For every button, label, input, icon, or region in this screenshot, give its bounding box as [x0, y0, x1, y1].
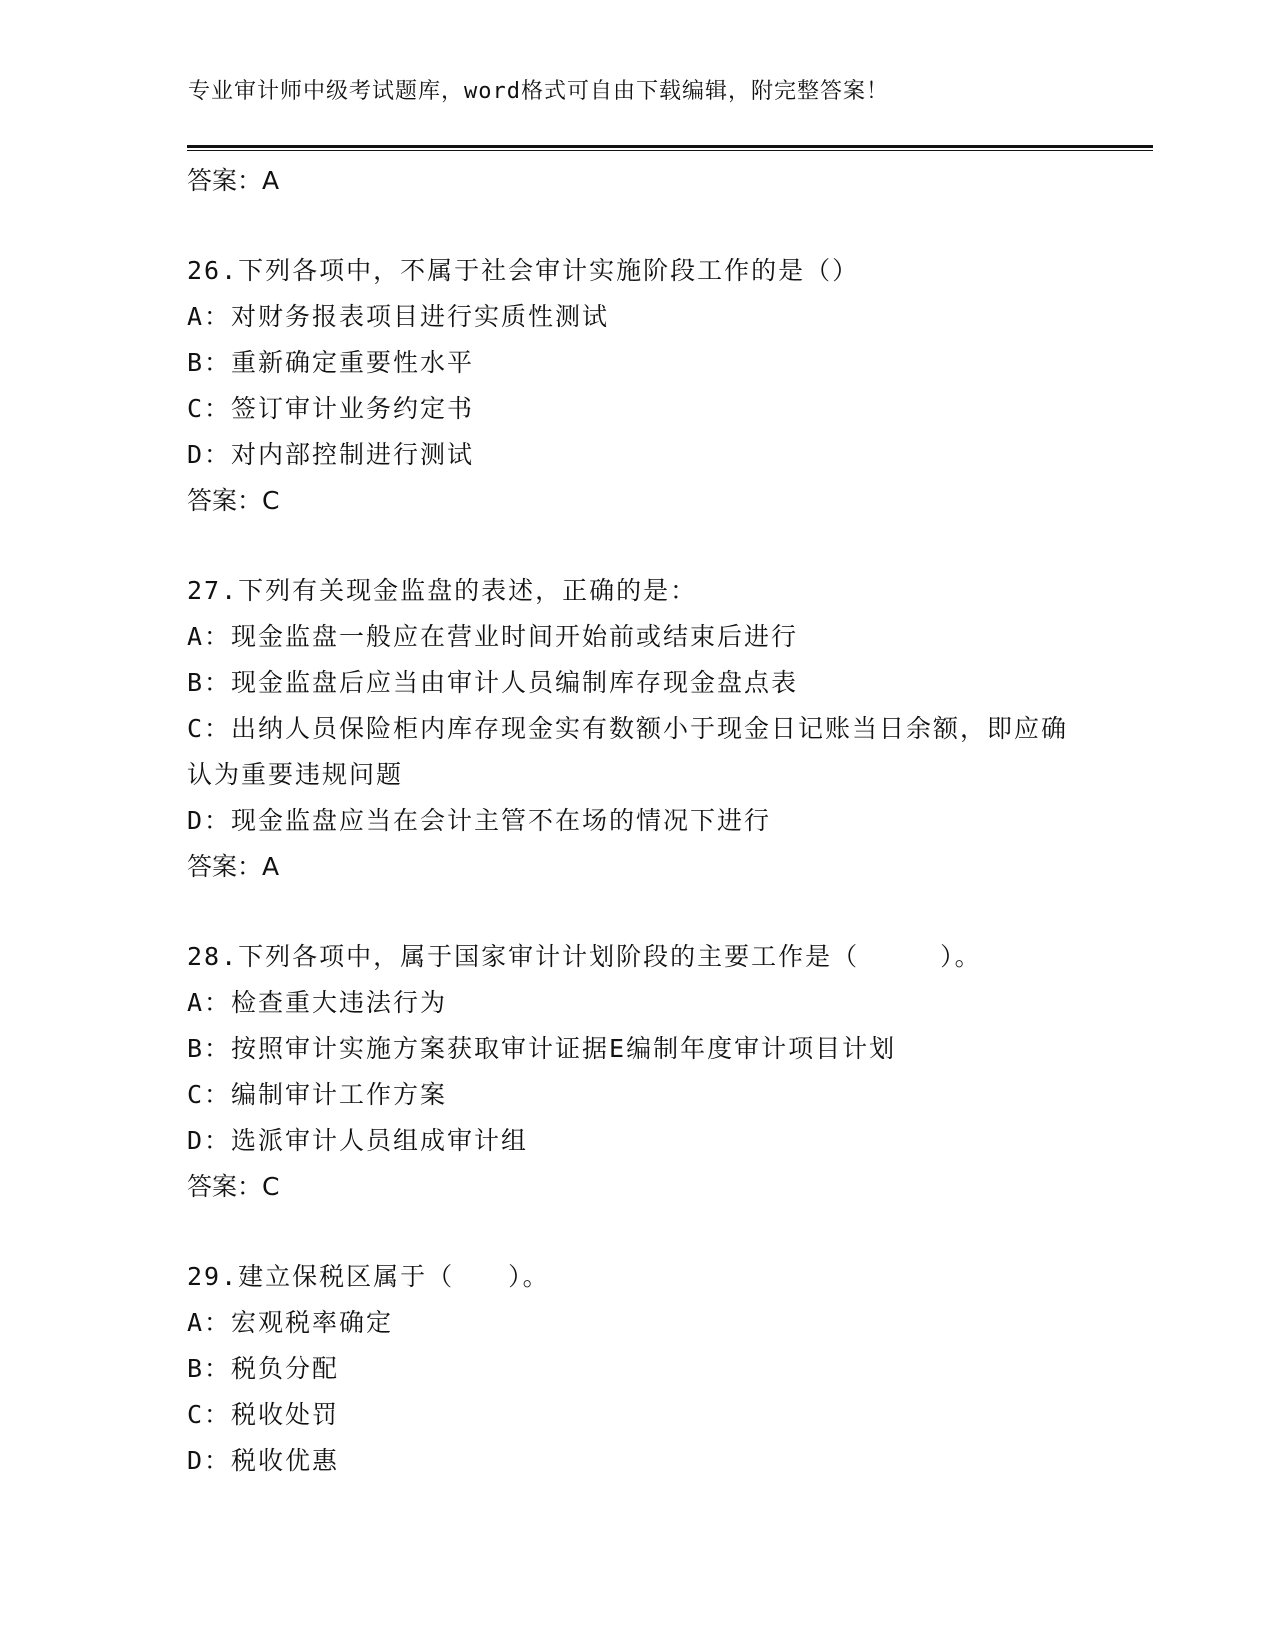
option-c: C：编制审计工作方案 — [187, 1080, 448, 1109]
option-d: D：对内部控制进行测试 — [187, 440, 475, 469]
header-divider-thick — [187, 145, 1153, 148]
option-d: D：现金监盘应当在会计主管不在场的情况下进行 — [187, 806, 772, 835]
option-c: C：签订审计业务约定书 — [187, 394, 475, 423]
option-a: A：宏观税率确定 — [187, 1308, 394, 1337]
option-a: A：对财务报表项目进行实质性测试 — [187, 302, 610, 331]
option-d: D：选派审计人员组成审计组 — [187, 1126, 529, 1155]
header-divider-thin — [187, 150, 1153, 151]
page-header: 专业审计师中级考试题库，word格式可自由下载编辑，附完整答案！ — [188, 79, 889, 104]
option-a: A：现金监盘一般应在营业时间开始前或结束后进行 — [187, 622, 799, 651]
answer-line: 答案：A — [187, 166, 280, 195]
answer-line: 答案：C — [187, 486, 280, 515]
option-c: C：出纳人员保险柜内库存现金实有数额小于现金日记账当日余额，即应确认为重要违规问题 — [187, 714, 1069, 789]
option-a: A：检查重大违法行为 — [187, 988, 448, 1017]
question-27 — [187, 568, 1087, 890]
answer-line: 答案：C — [187, 1172, 280, 1201]
option-c: C：税收处罚 — [187, 1400, 340, 1429]
answer-line: 答案：A — [187, 852, 280, 881]
question-list — [187, 158, 1087, 1484]
question-stem: 28.下列各项中，属于国家审计计划阶段的主要工作是（ ）。 — [187, 942, 982, 971]
question-26 — [187, 248, 1087, 524]
question-stem: 29.建立保税区属于（ ）。 — [187, 1262, 550, 1291]
option-d: D：税收优惠 — [187, 1446, 340, 1475]
option-b: B：按照审计实施方案获取审计证据E编制年度审计项目计划 — [187, 1034, 897, 1063]
option-b: B：税负分配 — [187, 1354, 340, 1383]
option-b: B：现金监盘后应当由审计人员编制库存现金盘点表 — [187, 668, 799, 697]
question-29 — [187, 1254, 1087, 1484]
question-28 — [187, 934, 1087, 1210]
question-stem: 27.下列有关现金监盘的表述，正确的是： — [187, 576, 698, 605]
option-b: B：重新确定重要性水平 — [187, 348, 475, 377]
question-stem: 26.下列各项中，不属于社会审计实施阶段工作的是（） — [187, 256, 860, 285]
